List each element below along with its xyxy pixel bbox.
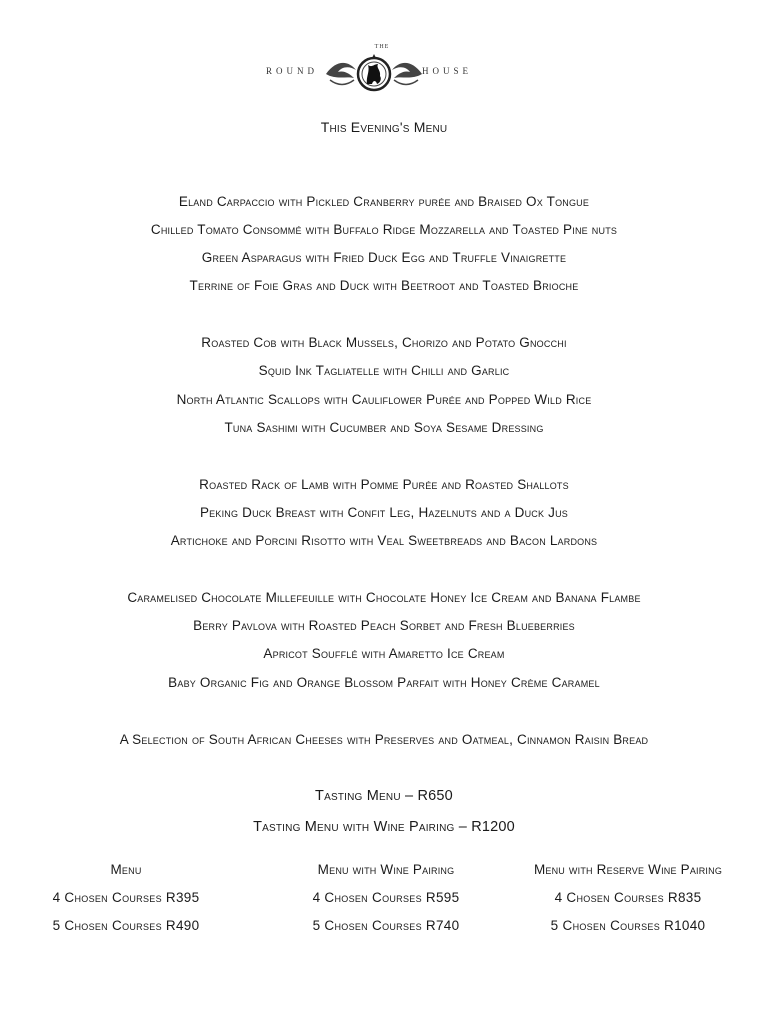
menu-item: Chilled Tomato Consommé with Buffalo Ridge Mozzarella and Toasted Pine nuts — [150, 222, 618, 237]
pricing-heading: Menu — [110, 862, 142, 877]
pricing-row: 5 Chosen Courses R490 — [52, 918, 200, 933]
pricing-row: 5 Chosen Courses R740 — [312, 918, 460, 933]
pricing-column-wine — [258, 862, 514, 946]
logo-right-word: HOUSE — [422, 66, 473, 76]
menu-item: Eland Carpaccio with Pickled Cranberry purée and Braised Ox Tongue — [178, 194, 590, 209]
pricing-row: 5 Chosen Courses R1040 — [550, 918, 706, 933]
logo-crest-icon — [324, 50, 424, 96]
pricing-row: 4 Chosen Courses R395 — [52, 890, 200, 905]
restaurant-logo — [262, 44, 498, 96]
menu-item: Roasted Cob with Black Mussels, Chorizo and Potato Gnocchi — [201, 335, 567, 350]
logo-small-text: THE — [374, 44, 390, 50]
pricing-column-reserve-wine — [500, 862, 756, 946]
menu-item: Caramelised Chocolate Millefeuille with Chocolate Honey Ice Cream and Banana Flambe — [127, 590, 641, 605]
logo-left-word: ROUND — [266, 66, 319, 76]
pricing-heading: Menu with Wine Pairing — [317, 862, 455, 877]
menu-item: Tuna Sashimi with Cucumber and Soya Sesame Dressing — [224, 420, 544, 435]
menu-item: Artichoke and Porcini Risotto with Veal Sweetbreads and Bacon Lardons — [170, 533, 598, 548]
menu-item: Baby Organic Fig and Orange Blossom Parfait with Honey Crème Caramel — [168, 675, 600, 690]
pricing-row: 4 Chosen Courses R595 — [312, 890, 460, 905]
menu-item: Apricot Soufflé with Amaretto Ice Cream — [263, 646, 505, 661]
pricing-row: 4 Chosen Courses R835 — [554, 890, 702, 905]
menu-item: Green Asparagus with Fried Duck Egg and Truffle Vinaigrette — [201, 250, 567, 265]
menu-item: A Selection of South African Cheeses with Preserves and Oatmeal, Cinnamon Raisin Bread — [119, 732, 649, 747]
menu-item: Squid Ink Tagliatelle with Chilli and Garlic — [258, 363, 510, 378]
tasting-menu-price: Tasting Menu – R650 — [315, 788, 453, 804]
tasting-menu-wine-price: Tasting Menu with Wine Pairing – R1200 — [253, 819, 515, 835]
menu-item: Roasted Rack of Lamb with Pomme Purée and Roasted Shallots — [199, 477, 569, 492]
menu-item: Peking Duck Breast with Confit Leg, Hazelnuts and a Duck Jus — [199, 505, 569, 520]
menu-item: North Atlantic Scallops with Cauliflower Purée and Popped Wild Rice — [176, 392, 592, 407]
menu-item: Terrine of Foie Gras and Duck with Beetroot and Toasted Brioche — [189, 278, 579, 293]
pricing-heading: Menu with Reserve Wine Pairing — [533, 862, 723, 877]
menu-item: Berry Pavlova with Roasted Peach Sorbet and Fresh Blueberries — [193, 618, 575, 633]
pricing-column-menu — [0, 862, 254, 946]
menu-title: This Evening's Menu — [320, 119, 448, 135]
